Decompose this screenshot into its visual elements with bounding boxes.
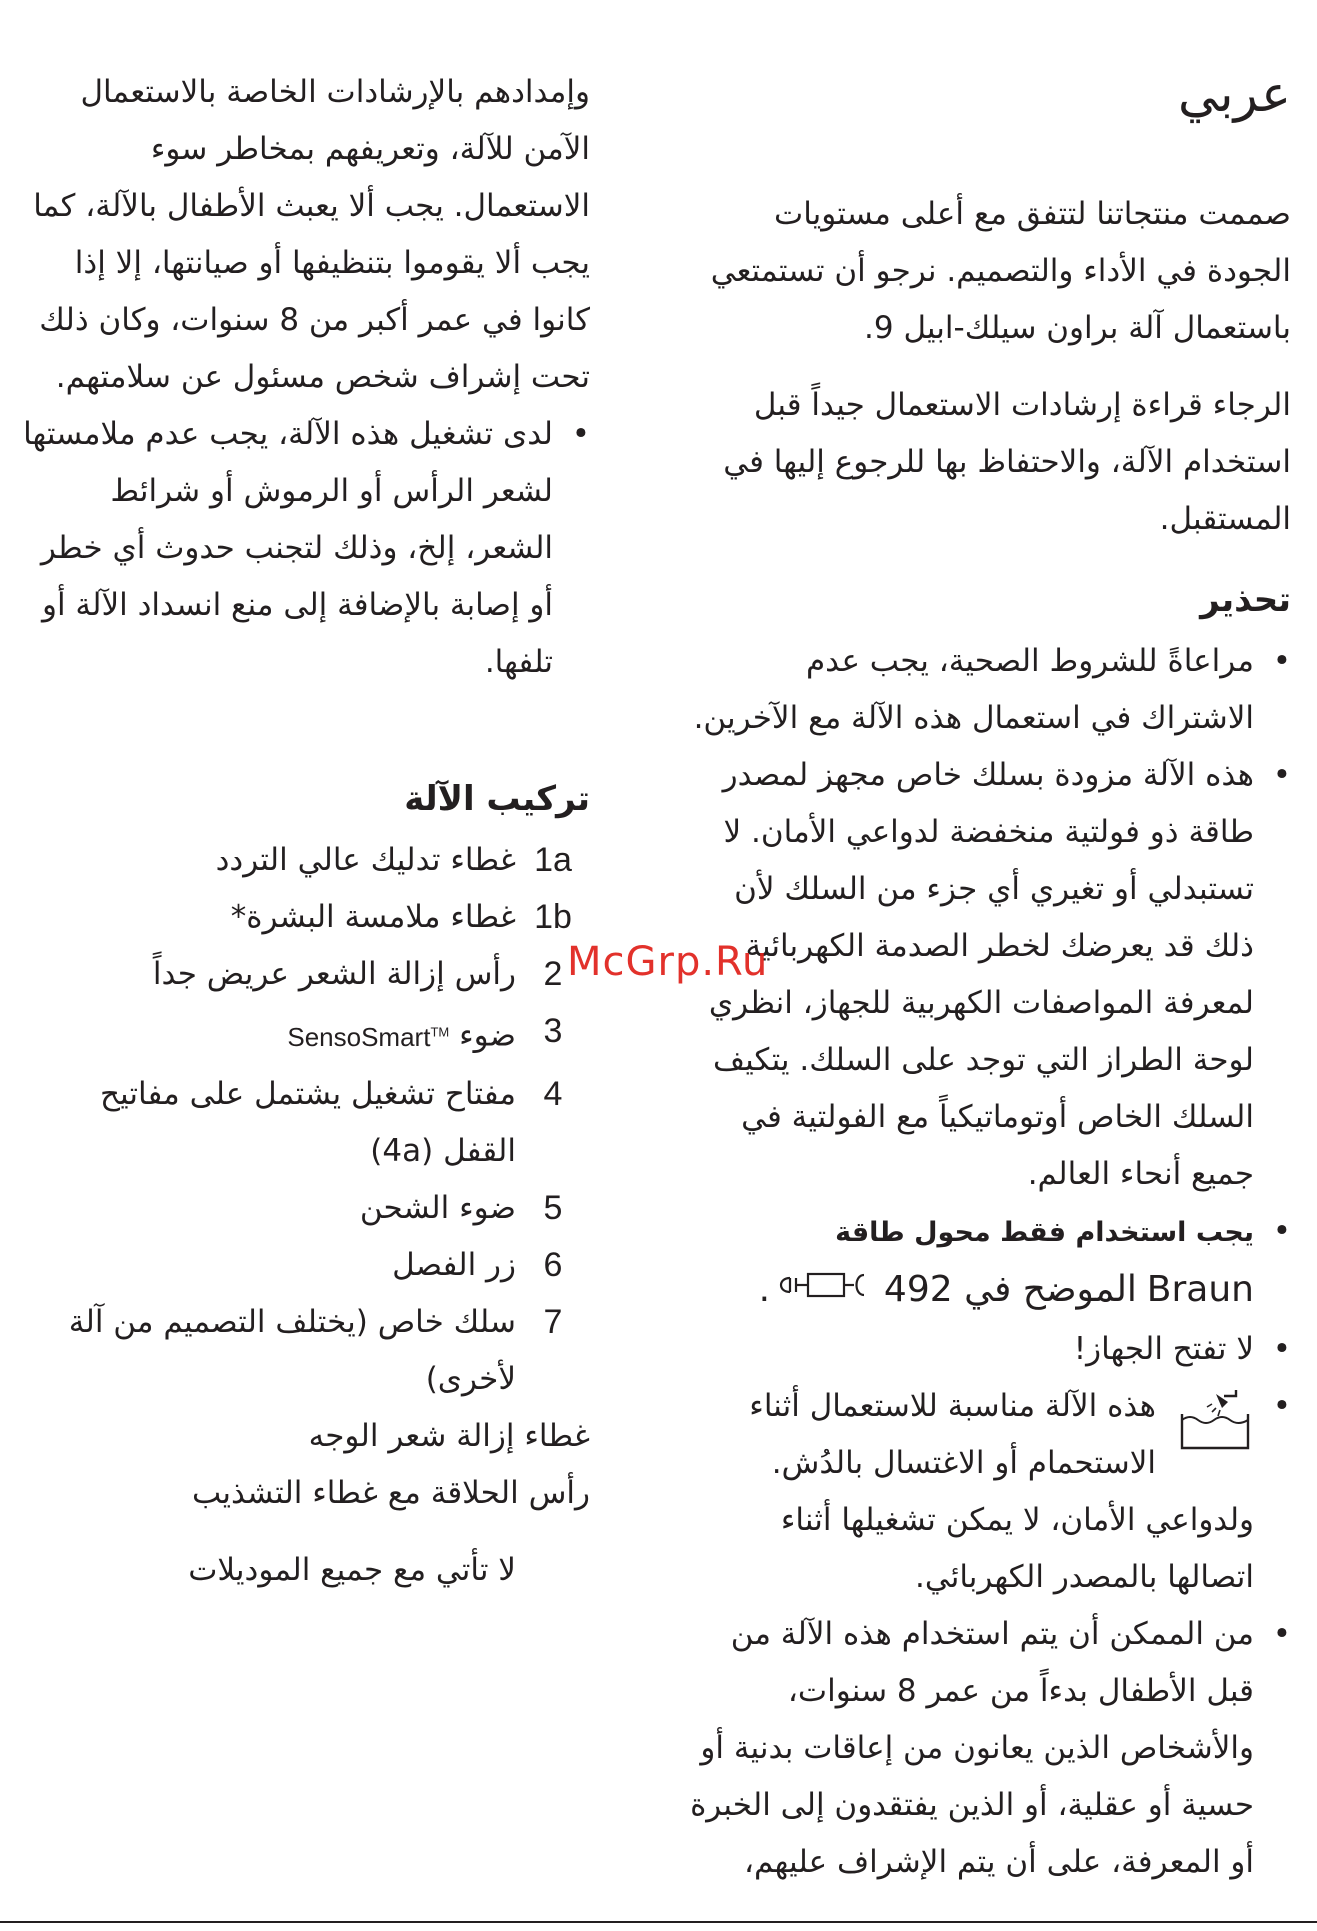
bullet-do-not-open: • لا تفتح الجهاز! [685,1321,1291,1378]
part-label: زر الفصل [392,1246,516,1283]
part-number: 3 [543,1012,563,1050]
left-column [18,64,590,1599]
power-adapter-plug-icon [774,1264,866,1321]
adapter-model-text: الموضح في 492 [883,1269,1137,1310]
part-label: مفتاح تشغيل يشتمل على مفاتيح القفل (4a) [100,1075,516,1169]
list-item [18,946,590,1003]
parts-list [18,832,590,1408]
parts-heading: تركيب الآلة [404,779,590,819]
part-label: غطاء تدليك عالي التردد [215,842,516,878]
sensosmart-text: SensoSmart [287,1021,431,1052]
sensosmart-brand [287,1022,449,1052]
part-number: 6 [543,1245,563,1284]
language-title: عربي [1177,65,1291,123]
trademark-mark: TM [430,1024,450,1039]
part-number: 1b [534,898,572,936]
warning-heading: تحذير [1200,580,1291,620]
bullet-cord: • هذه الآلة مزودة بسلك خاص مجهز لمصدر طاقة ذو فولتية منخفضة لدواعي الأمان. لا تستبدلي أو تغيري أي جزء من السلك لأن ذلك قد يعرضك لخطر الصدمة الكهربائية لمعرفة المواصفات الكهربية للجهاز، انظري لوحة الطراز التي توجد على السلك. يتكيف السلك الخاص أوتوماتيكياً مع الفولتية في جميع أنحاء العالم. [685,747,1291,1203]
adapter-period: . [758,1269,771,1310]
adapter-bold-text: يجب استخدام فقط محول طاقة [835,1217,1254,1248]
list-item [18,1237,590,1294]
part-label [18,1003,516,1066]
bullet-hygiene: • مراعاةً للشروط الصحية، يجب عدم الاشتراك في استعمال هذه الآلة مع الآخرين. [685,633,1291,747]
bullet-hair-contact: • لدى تشغيل هذه الآلة، يجب عدم ملامستها لشعر الرأس أو الرموش أو شرائط الشعر، إلخ، وذلك لتجنب حدوث أي خطر أو إصابة بالإضافة إلى منع انسداد الآلة أو تلفها. [18,406,590,691]
extra-part-facial-cap: غطاء إزالة شعر الوجه [308,1417,590,1454]
part-number: 7 [543,1302,563,1341]
continued-paragraph: وإمدادهم بالإرشادات الخاصة بالاستعمال الآمن للآلة، وتعريفهم بمخاطر سوء الاستعمال. يجب ألا يعبث الأطفال بالآلة، كما يجب ألا يقوموا بتنظيفها أو صيانتها، إلا إذا كانوا في عمر أكبر من 8 سنوات، وكان ذلك تحت إشراف شخص مسئول عن سلامتهم. [33,74,590,395]
adapter-brand: Braun [1146,1269,1254,1310]
part-label: غطاء ملامسة البشرة* [230,899,516,935]
part-number: 5 [543,1188,563,1227]
bullet-children: • من الممكن أن يتم استخدام هذه الآلة من قبل الأطفال بدءاً من عمر 8 سنوات، والأشخاص الذين يعانون من إعاقات بدنية أو حسية أو عقلية، أو الذين يفتقدون إلى الخبرة أو المعرفة، على أن يتم الإشراف عليهم، [685,1606,1291,1891]
list-item [18,1003,590,1066]
intro-paragraph: صممت منتجاتنا لتتفق مع أعلى مستويات الجودة في الأداء والتصميم. نرجو أن تستمتعي باستعمال آلة براون سيلك-ابيل 9. [710,196,1291,346]
part-label: سلك خاص (يختلف التصميم من آلة لأخرى) [68,1303,516,1397]
part-number: 4 [543,1074,563,1113]
part-label: رأس إزالة الشعر عريض جداً [152,956,516,992]
list-item [18,1180,590,1237]
list-item [18,832,590,889]
list-item [18,1066,590,1180]
models-footnote: لا تأتي مع جميع الموديلات [188,1551,516,1588]
bullet-adapter [685,1203,1291,1321]
bath-text: هذه الآلة مناسبة للاستعمال أثناء الاستحمام أو الاغتسال بالدُش. ولدواعي الأمان، لا يمكن تشغيلها أثناء اتصالها بالمصدر الكهربائي. [749,1388,1254,1595]
right-column [685,64,1291,1891]
list-item [18,889,590,946]
extra-part-shaver-head: رأس الحلاقة مع غطاء التشذيب [191,1474,590,1511]
part-label: ضوء الشحن [359,1189,516,1226]
part-number: 1a [534,841,572,879]
part-number: 2 [543,955,563,993]
list-item [18,1294,590,1408]
read-instructions-paragraph: الرجاء قراءة إرشادات الاستعمال جيداً قبل استخدام الآلة، والاحتفاظ بها للرجوع إليها في المستقبل. [723,387,1291,537]
light-label: ضوء [459,1017,516,1054]
bullet-bath [685,1378,1291,1606]
watermark: McGrp.Ru [567,939,769,985]
shower-bath-icon [1176,1386,1254,1471]
footer-divider [0,1921,1317,1923]
